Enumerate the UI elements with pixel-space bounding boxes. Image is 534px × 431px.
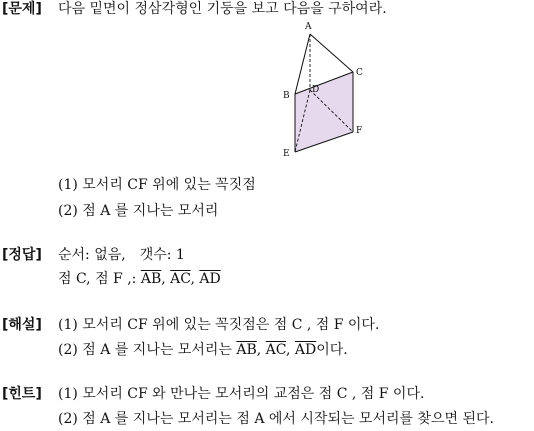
explanation-line2: (2) 점 A 를 지나는 모서리는 $\overline{AB}$, $\overline{AC}$, $\overline{AD}$이다.	[58, 342, 348, 358]
label-b: B	[283, 91, 290, 101]
answer-line1: 순서: 없음, 갯수: 1	[58, 247, 185, 263]
answer-line2: 점 C, 점 F ,: $\overline{AB}$, $\overline{AC}$, $\overline{AD}$	[58, 271, 221, 287]
hint-line2: (2) 점 A 를 지나는 모서리는 점 A 에서 시작되는 모서리를 찾으면 된다.	[58, 411, 495, 427]
answer-edge-ab: $\overline{AB}$	[140, 271, 162, 287]
answer-edge-ac: $\overline{AC}$	[170, 271, 191, 287]
answer-line2-prefix: 점 C, 점 F ,:	[58, 271, 141, 287]
edge-ac	[310, 34, 353, 72]
prism-face-bcfe	[295, 72, 353, 152]
label-d: D	[312, 85, 320, 95]
problem-sub1: (1) 모서리 CF 위에 있는 꼭짓점	[58, 177, 256, 193]
explanation-edge-ac: $\overline{AC}$	[265, 342, 286, 358]
problem-question: 다음 밑면이 정삼각형인 기둥을 보고 다음을 구하여라.	[58, 1, 387, 17]
explanation-edge-ab: $\overline{AB}$	[236, 342, 257, 358]
answer-tag: [정답]	[2, 247, 42, 263]
label-c: C	[356, 68, 363, 78]
label-f: F	[356, 126, 363, 136]
problem-sub2: (2) 점 A 를 지나는 모서리	[58, 203, 219, 219]
explanation-edge-ad: $\overline{AD}$	[294, 342, 317, 358]
hint-tag: [힌트]	[2, 386, 42, 402]
prism-figure	[278, 20, 378, 160]
explanation-line2-suffix: 이다.	[316, 342, 348, 358]
explanation-tag: [해설]	[2, 317, 42, 333]
label-a: A	[305, 22, 312, 32]
answer-edge-ad: $\overline{AD}$	[199, 271, 221, 287]
explanation-line2-prefix: (2) 점 A 를 지나는 모서리는	[58, 342, 237, 358]
label-e: E	[283, 149, 290, 159]
problem-tag: [문제]	[2, 1, 42, 17]
edge-ab	[295, 34, 310, 94]
hint-line1: (1) 모서리 CF 와 만나는 모서리의 교점은 점 C , 점 F 이다.	[58, 386, 425, 402]
explanation-line1: (1) 모서리 CF 위에 있는 꼭짓점은 점 C , 점 F 이다.	[58, 317, 380, 333]
